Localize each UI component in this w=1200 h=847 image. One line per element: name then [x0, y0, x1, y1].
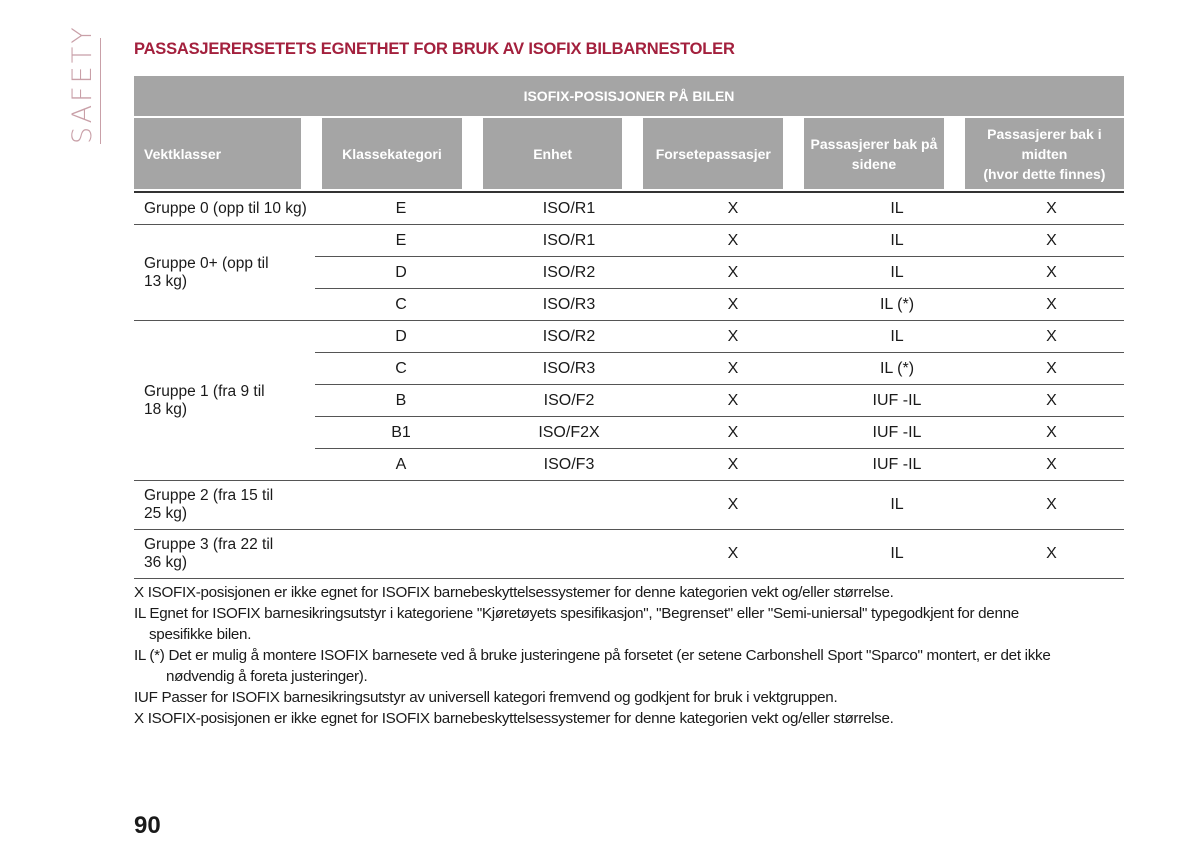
note-iuf: IUF Passer for ISOFIX barnesikringsutstyr av universell kategori fremvend og godkjent for bruk i vektgruppen.	[134, 689, 838, 706]
cell-enhet: ISO/R2	[487, 257, 651, 289]
cell-forsete: X	[651, 353, 815, 385]
cell-forsete: X	[651, 289, 815, 321]
cell-bak-midten: X	[979, 417, 1124, 449]
cell-bak-sidene: IL	[815, 530, 979, 579]
group-cell-gruppe-0-plus	[134, 225, 315, 321]
note-il-star-cont: nødvendig å foreta justeringer).	[166, 668, 368, 685]
group-cell-gruppe-0: Gruppe 0 (opp til 10 kg)	[134, 193, 315, 225]
cell-forsete: X	[651, 225, 815, 257]
header-bak-sidene-line2: sidene	[851, 155, 897, 172]
cell-bak-sidene: IUF -IL	[815, 449, 979, 481]
cell-enhet	[487, 530, 651, 579]
cell-enhet: ISO/R1	[487, 193, 651, 225]
group-label-line1: Gruppe 0+ (opp til	[144, 254, 269, 272]
header-enhet: Enhet	[483, 118, 623, 189]
group-label-line2: 36 kg)	[144, 554, 188, 571]
cell-bak-sidene: IL (*)	[815, 289, 979, 321]
group-cell-gruppe-2	[134, 481, 315, 530]
cell-bak-sidene: IUF -IL	[815, 417, 979, 449]
cell-bak-sidene: IL	[815, 193, 979, 225]
section-label: SAFETY	[67, 24, 98, 144]
cell-kategori: E	[315, 193, 487, 225]
cell-kategori	[315, 481, 487, 530]
header-bak-midten-line3: (hvor dette finnes)	[983, 165, 1106, 182]
group-label-line1: Gruppe 3 (fra 22 til	[144, 536, 274, 553]
cell-forsete: X	[651, 530, 815, 579]
group-label-line1: Gruppe 1 (fra 9 til	[144, 382, 265, 400]
cell-enhet: ISO/F2X	[487, 417, 651, 449]
group-cell-gruppe-1	[134, 321, 315, 481]
cell-forsete: X	[651, 449, 815, 481]
cell-bak-sidene: IL	[815, 257, 979, 289]
cell-bak-midten: X	[979, 449, 1124, 481]
cell-bak-midten: X	[979, 225, 1124, 257]
cell-enhet	[487, 481, 651, 530]
cell-kategori: B	[315, 385, 487, 417]
cell-bak-midten: X	[979, 257, 1124, 289]
header-klassekategori: Klassekategori	[322, 118, 462, 189]
cell-kategori: D	[315, 257, 487, 289]
cell-forsete: X	[651, 257, 815, 289]
cell-forsete: X	[651, 417, 815, 449]
cell-enhet: ISO/F3	[487, 449, 651, 481]
cell-bak-sidene: IUF -IL	[815, 385, 979, 417]
cell-forsete: X	[651, 385, 815, 417]
group-label-line2: 18 kg)	[144, 400, 188, 418]
header-bak-midten-line1: Passasjerer bak i	[987, 125, 1102, 142]
note-x-repeat: X ISOFIX-posisjonen er ikke egnet for ISOFIX barnebeskyttelsessystemer for denne kategorien vekt og/eller størrelse.	[134, 710, 894, 727]
cell-kategori	[315, 530, 487, 579]
note-il: IL Egnet for ISOFIX barnesikringsutstyr i kategoriene "Kjøretøyets spesifikasjon", "Begrenset" eller "Semi-uniersal" typegodkjent for denne	[134, 605, 1019, 622]
note-il-cont: spesifikke bilen.	[149, 626, 252, 643]
cell-enhet: ISO/R3	[487, 289, 651, 321]
cell-kategori: C	[315, 353, 487, 385]
cell-enhet: ISO/R2	[487, 321, 651, 353]
cell-bak-sidene: IL	[815, 321, 979, 353]
cell-bak-midten: X	[979, 530, 1124, 579]
isofix-table	[134, 76, 1124, 579]
cell-bak-midten: X	[979, 385, 1124, 417]
header-bak-midten	[965, 118, 1124, 189]
group-label-line2: 13 kg)	[144, 272, 188, 290]
header-bak-sidene	[804, 118, 944, 189]
table-title: ISOFIX-POSISJONER PÅ BILEN	[134, 76, 1124, 116]
page-number: 90	[134, 812, 161, 839]
header-bak-midten-line2: midten	[1021, 145, 1068, 162]
group-label-line2: 25 kg)	[144, 505, 188, 522]
cell-bak-midten: X	[979, 481, 1124, 530]
group-label-line1: Gruppe 2 (fra 15 til	[144, 487, 274, 504]
section-tab-rule	[100, 38, 101, 144]
header-bak-sidene-line1: Passasjerer bak på	[810, 135, 938, 152]
note-x: X ISOFIX-posisjonen er ikke egnet for ISOFIX barnebeskyttelsessystemer for denne kategorien vekt og/eller størrelse.	[134, 584, 894, 601]
cell-kategori: D	[315, 321, 487, 353]
table-header-row	[134, 118, 1124, 189]
cell-bak-midten: X	[979, 289, 1124, 321]
table-body	[134, 193, 1124, 579]
cell-kategori: E	[315, 225, 487, 257]
cell-forsete: X	[651, 321, 815, 353]
note-il-star: IL (*) Det er mulig å montere ISOFIX barnesete ved å bruke justeringene på forsetet (er setene Carbonshell Sport "Sparco" montert, er det ikke	[134, 647, 1051, 664]
cell-bak-midten: X	[979, 353, 1124, 385]
cell-kategori: A	[315, 449, 487, 481]
cell-enhet: ISO/F2	[487, 385, 651, 417]
cell-kategori: C	[315, 289, 487, 321]
cell-bak-sidene: IL	[815, 225, 979, 257]
cell-forsete: X	[651, 481, 815, 530]
group-cell-gruppe-3	[134, 530, 315, 579]
header-forsetepassasjer: Forsetepassasjer	[643, 118, 783, 189]
cell-enhet: ISO/R3	[487, 353, 651, 385]
cell-bak-sidene: IL (*)	[815, 353, 979, 385]
header-vektklasser: Vektklasser	[134, 118, 301, 189]
cell-bak-midten: X	[979, 321, 1124, 353]
page-heading: PASSASJERERSETETS EGNETHET FOR BRUK AV ISOFIX BILBARNESTOLER	[134, 40, 735, 58]
cell-bak-sidene: IL	[815, 481, 979, 530]
cell-forsete: X	[651, 193, 815, 225]
cell-enhet: ISO/R1	[487, 225, 651, 257]
cell-bak-midten: X	[979, 193, 1124, 225]
cell-kategori: B1	[315, 417, 487, 449]
table-notes	[134, 582, 1134, 729]
